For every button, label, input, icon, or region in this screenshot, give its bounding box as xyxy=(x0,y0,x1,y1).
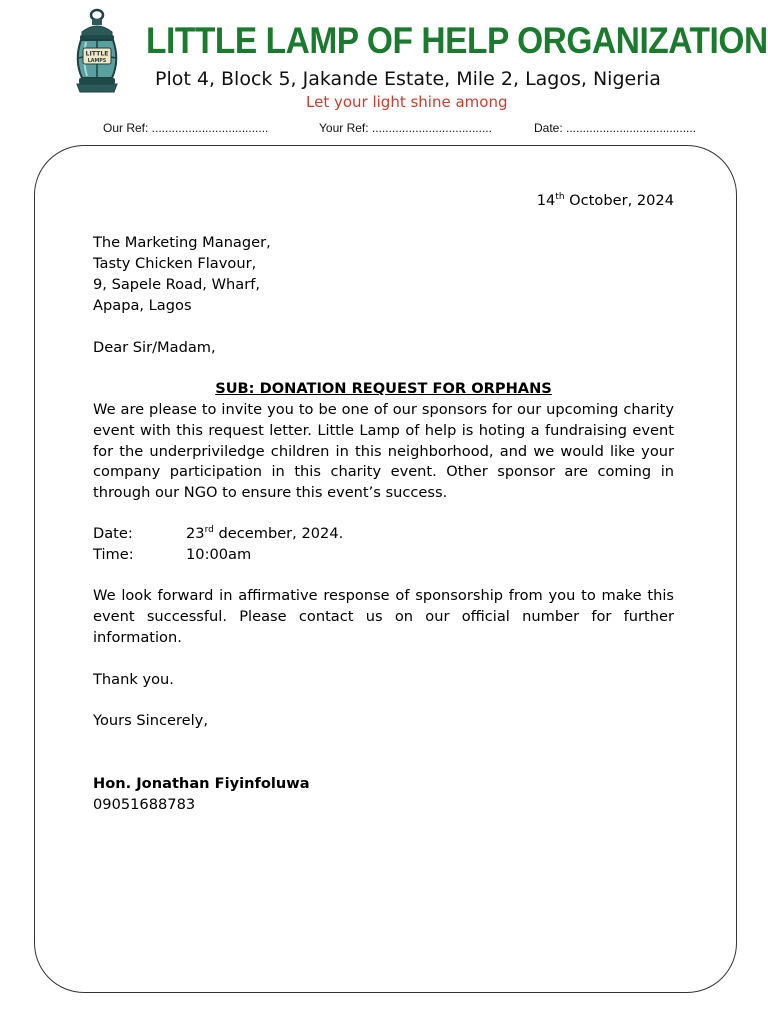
organization-name: LITTLE LAMP OF HELP ORGANIZATION xyxy=(146,20,768,61)
lantern-logo-icon xyxy=(68,8,126,96)
your-ref-field: Your Ref: .................................... xyxy=(319,121,492,135)
recipient-line-3: 9, Sapele Road, Wharf, xyxy=(93,276,260,293)
event-date-day: 23 xyxy=(186,525,205,542)
logo-text-top: LITTLE xyxy=(85,50,109,58)
letterhead xyxy=(0,0,768,140)
event-date-suffix: rd xyxy=(204,525,214,536)
organization-address: Plot 4, Block 5, Jakande Estate, Mile 2, Lagos, Nigeria xyxy=(155,68,661,90)
salutation: Dear Sir/Madam, xyxy=(93,339,216,356)
letter-date-rest: October, 2024 xyxy=(564,192,674,209)
body-paragraph-2: We look forward in affirmative response of sponsorship from you to make this event successful. Please contact us on our official number for further information. xyxy=(93,587,674,646)
event-time-label: Time: xyxy=(93,546,134,563)
recipient-line-1: The Marketing Manager, xyxy=(93,234,271,251)
closing-line: Yours Sincerely, xyxy=(93,712,208,729)
letter-date-day: 14 xyxy=(536,192,556,209)
event-date-row xyxy=(93,524,343,545)
event-date-label: Date: xyxy=(93,525,133,542)
signatory-phone: 09051688783 xyxy=(93,796,196,813)
letter-date-suffix: th xyxy=(555,192,565,203)
event-time-value: 10:00am xyxy=(186,546,252,563)
date-field: Date: ....................................... xyxy=(534,121,697,135)
recipient-line-4: Apapa, Lagos xyxy=(93,297,192,314)
logo-text-bottom: LAMPS xyxy=(87,59,107,64)
our-ref-field: Our Ref: ................................... xyxy=(103,121,269,135)
signatory-name: Hon. Jonathan Fiyinfoluwa xyxy=(93,775,310,792)
organization-motto: Let your light shine among xyxy=(306,93,508,111)
thanks-line: Thank you. xyxy=(93,671,174,688)
body-paragraph-1: We are please to invite you to be one of our sponsors for our upcoming charity event with this request letter. Little Lamp of help is hoting a fundraising event for the underpriviledge children in this neighborhood, and we would like your company participation in this charity event. Other sponsor are coming in through our NGO to ensure this event’s success. xyxy=(93,401,674,502)
recipient-line-2: Tasty Chicken Flavour, xyxy=(93,255,257,272)
subject-line: SUB: DONATION REQUEST FOR ORPHANS xyxy=(215,380,552,397)
reference-line xyxy=(0,121,768,137)
letter-date xyxy=(93,191,674,212)
event-time-row xyxy=(93,545,251,566)
event-date-rest: december, 2024. xyxy=(213,525,344,542)
